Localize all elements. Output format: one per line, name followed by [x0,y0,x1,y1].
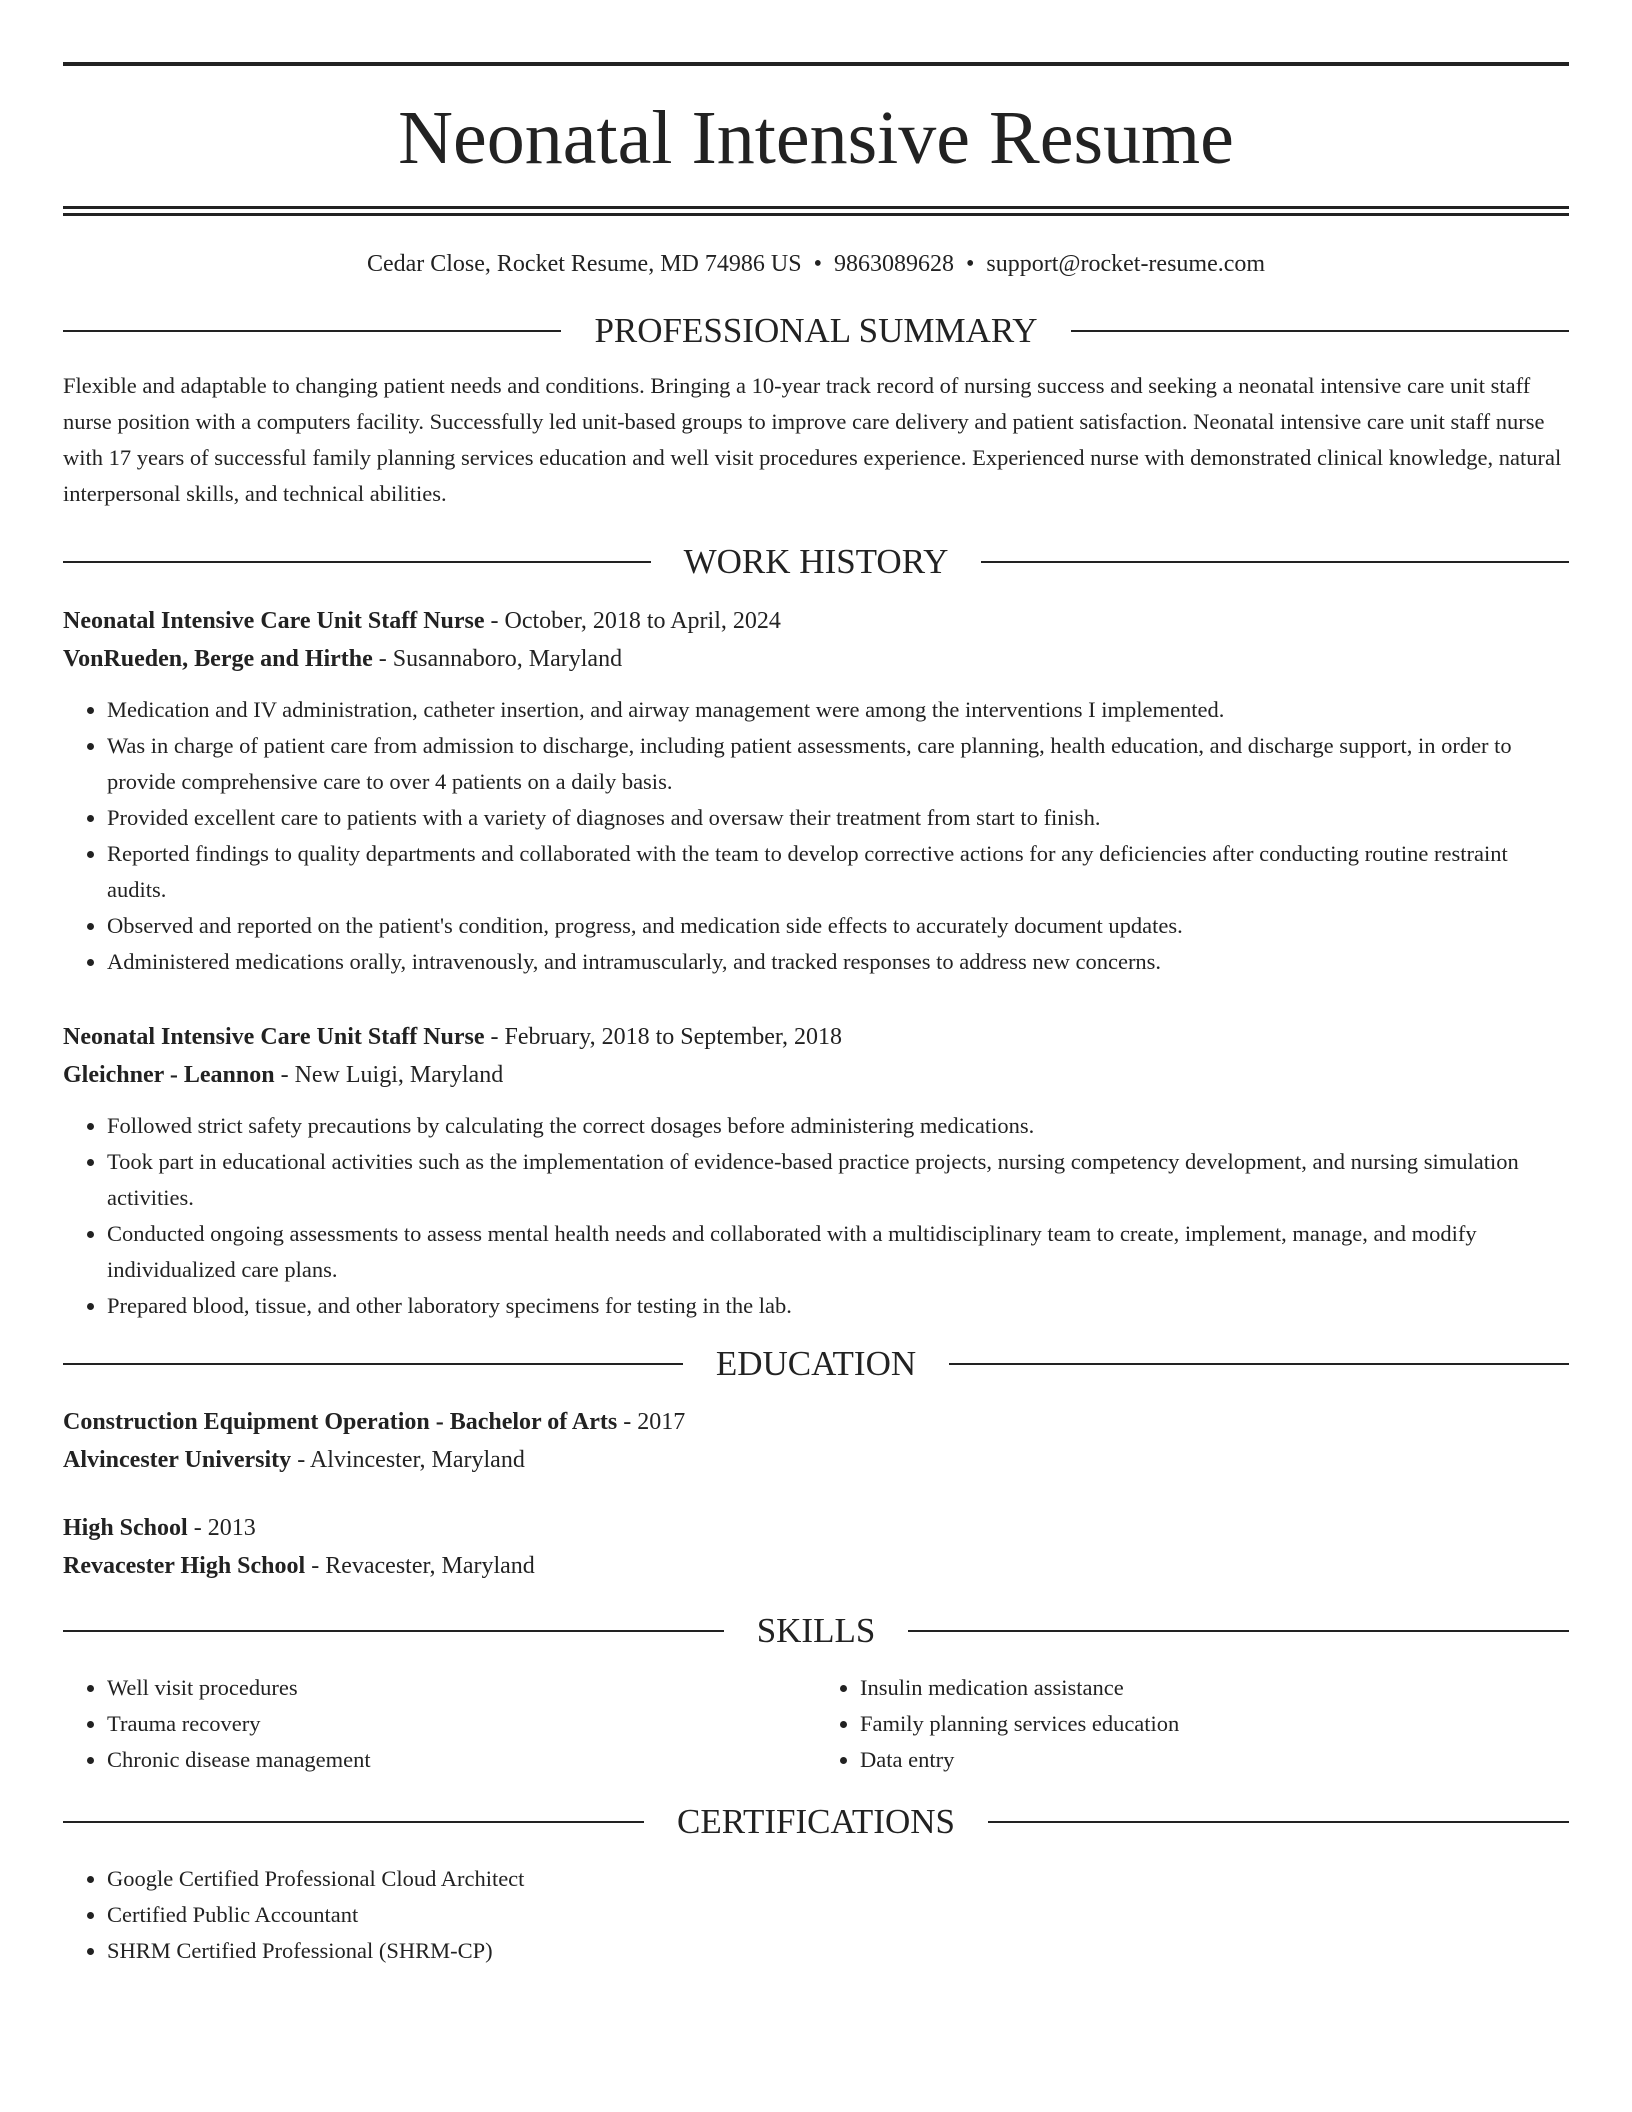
heading-rule-right [1071,330,1569,332]
job-bullet: • Took part in educational activities such as the implementation of evidence-based practice projects, nursing competency development, and nursing simulation activities. [107,1144,1569,1216]
summary-text: Flexible and adaptable to changing patient needs and conditions. Bringing a 10-year track record of nursing success and seeking a neonatal intensive care unit staff nurse position with a computers facility. Successfully led unit-based groups to improve care delivery and patient satisfaction. Neonatal intensive care unit staff nurse with 17 years of successful family planning services education and well visit procedures experience. Experienced nurse with demonstrated clinical knowledge, natural interpersonal skills, and technical abilities. [63,373,1562,506]
heading-rule-left [63,1363,683,1365]
education-school: Revacester High School [63,1553,306,1579]
education-school: Alvincester University [63,1447,292,1473]
job-dates: - February, 2018 to September, 2018 [484,1024,842,1050]
job-dates: - October, 2018 to April, 2024 [484,608,781,634]
double-rule [63,206,1569,216]
education-degree: High School [63,1515,188,1541]
job-bullet: • Was in charge of patient care from admission to discharge, including patient assessments, care planning, health education, and discharge support, in order to provide comprehensive care to over 4 patients on a daily basis. [107,728,1569,800]
education-entry [63,1403,1569,1479]
job-bullets [63,692,1569,980]
job-bullets [63,1108,1569,1324]
education-entry [63,1509,1569,1585]
skills-heading [63,1613,1569,1648]
education-location: - Revacester, Maryland [305,1553,535,1579]
job-company-line [63,1056,1569,1094]
job-entry [63,602,1569,980]
job-bullet: • Observed and reported on the patient's condition, progress, and medication side effects to accurately document updates. [107,908,1569,944]
job-bullet: • Medication and IV administration, catheter insertion, and airway management were among the interventions I implemented. [107,692,1569,728]
education-heading [63,1346,1569,1381]
heading-rule-right [908,1630,1569,1632]
summary-heading [63,313,1569,348]
heading-rule-left [63,1821,644,1823]
certification-item: • SHRM Certified Professional (SHRM-CP) [107,1933,1569,1969]
job-company-line [63,640,1569,678]
job-title-line [63,1018,1569,1056]
contact-address: Cedar Close, Rocket Resume, MD 74986 US [366,251,802,277]
education-location: - Alvincester, Maryland [291,1447,525,1473]
contact-line [63,252,1569,276]
education-degree-line [63,1403,1569,1441]
job-company: Gleichner - Leannon [63,1062,275,1088]
resume-title: Neonatal Intensive Resume [398,96,1234,180]
skill-item: • Chronic disease management [107,1742,816,1778]
contact-separator: • [965,251,975,277]
contact-phone[interactable]: 9863089628 [833,251,954,277]
job-location: - New Luigi, Maryland [274,1062,504,1088]
heading-rule-right [981,561,1569,563]
education-year: - 2017 [617,1409,686,1435]
top-rule [63,62,1569,66]
job-title-line [63,602,1569,640]
skill-item: • Data entry [860,1742,1569,1778]
work-history-heading-text: WORK HISTORY [683,542,949,581]
job-company: VonRueden, Berge and Hirthe [63,646,373,672]
heading-rule-left [63,330,561,332]
certifications-heading-text: CERTIFICATIONS [677,1802,955,1841]
heading-rule-right [949,1363,1569,1365]
contact-separator: • [813,251,822,277]
job-bullet: • Conducted ongoing assessments to assess mental health needs and collaborated with a multidisciplinary team to create, implement, manage, and modify individualized care plans. [107,1216,1569,1288]
job-title: Neonatal Intensive Care Unit Staff Nurse [63,608,485,634]
education-degree: Construction Equipment Operation - Bachelor of Arts [63,1409,618,1435]
heading-rule-left [63,561,651,563]
education-year: - 2013 [187,1515,256,1541]
job-bullet: • Provided excellent care to patients with a variety of diagnoses and oversaw their treatment from start to finish. [107,800,1569,836]
education-school-line [63,1547,1569,1585]
heading-rule-left [63,1630,724,1632]
skills-heading-text: SKILLS [756,1611,876,1650]
job-entry [63,1018,1569,1324]
skills-column-right [816,1670,1569,1778]
certification-item: • Google Certified Professional Cloud Architect [107,1861,1569,1897]
certifications-list [63,1861,1569,1969]
skill-item: • Trauma recovery [107,1706,816,1742]
job-bullet: • Reported findings to quality departments and collaborated with the team to develop corrective actions for any deficiencies after conducting routine restraint audits. [107,836,1569,908]
summary-heading-text: PROFESSIONAL SUMMARY [594,311,1038,350]
skills-column-left [63,1670,816,1778]
skill-item: • Family planning services education [860,1706,1569,1742]
job-bullet: • Followed strict safety precautions by calculating the correct dosages before administering medications. [107,1108,1569,1144]
certifications-heading [63,1804,1569,1839]
work-history-heading [63,544,1569,579]
education-heading-text: EDUCATION [715,1344,917,1383]
education-school-line [63,1441,1569,1479]
education-degree-line [63,1509,1569,1547]
job-bullet: • Administered medications orally, intravenously, and intramuscularly, and tracked responses to address new concerns. [107,944,1569,980]
heading-rule-right [988,1821,1569,1823]
skill-item: • Insulin medication assistance [860,1670,1569,1706]
skill-item: • Well visit procedures [107,1670,816,1706]
certification-item: • Certified Public Accountant [107,1897,1569,1933]
contact-email[interactable]: support@rocket-resume.com [986,251,1266,277]
job-location: - Susannaboro, Maryland [372,646,623,672]
skills-grid [63,1670,1569,1778]
job-title: Neonatal Intensive Care Unit Staff Nurse [63,1024,485,1050]
job-bullet: • Prepared blood, tissue, and other laboratory specimens for testing in the lab. [107,1288,1569,1324]
